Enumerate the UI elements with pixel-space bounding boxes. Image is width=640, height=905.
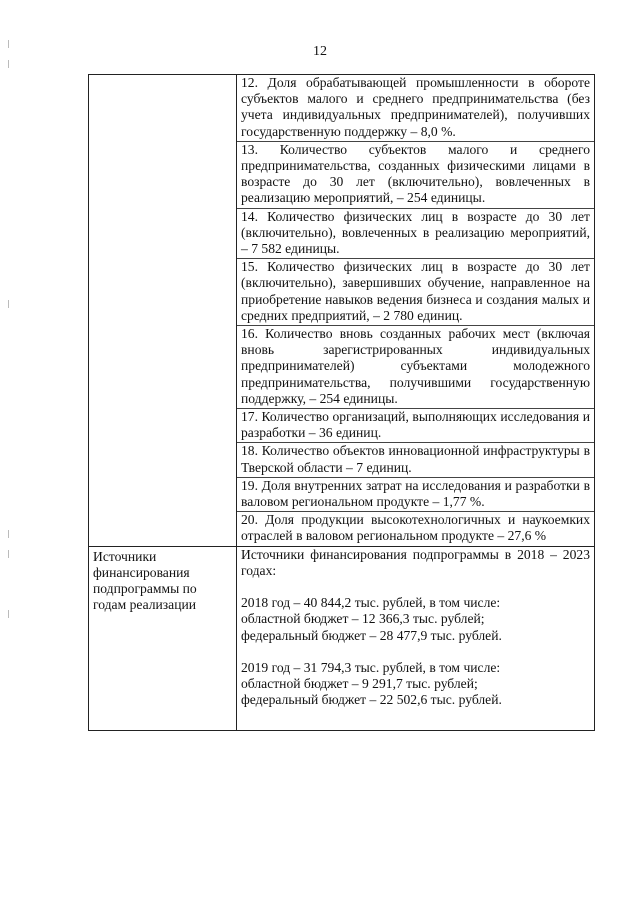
- indicator-item: 20. Доля продукции высокотехнологичных и наукоемких отраслей в валовом региональном продукте – 27,6 %: [241, 512, 590, 544]
- indicator-item: 17. Количество организаций, выполняющих исследования и разработки – 36 единиц.: [237, 409, 594, 443]
- financing-2018-total: 2018 год – 40 844,2 тыс. рублей, в том числе:: [241, 595, 501, 611]
- indicator-item: 19. Доля внутренних затрат на исследования и разработки в валовом региональном продукте – 1,77 %.: [237, 478, 594, 512]
- indicators-row: [89, 75, 595, 547]
- indicator-item: 16. Количество вновь созданных рабочих мест (включая вновь зарегистрированных индивидуальных предпринимателей) субъектами молодежного предпринимательства, получившими государственную поддержку, – 254 единицы.: [237, 326, 594, 409]
- financing-2019-regional: областной бюджет – 9 291,7 тыс. рублей;: [241, 675, 478, 691]
- indicator-item: 14. Количество физических лиц в возрасте до 30 лет (включительно), вовлеченных в реализацию мероприятий, – 7 582 единицы.: [237, 209, 594, 260]
- financing-intro: Источники финансирования подпрограммы в 2018 – 2023 годах:: [241, 546, 590, 578]
- financing-label: Источники финансирования подпрограммы по годам реализации: [89, 546, 237, 730]
- financing-2019-federal: федеральный бюджет – 22 502,6 тыс. рублей.: [241, 692, 502, 708]
- financing-2018-federal: федеральный бюджет – 28 477,9 тыс. рублей.: [241, 627, 502, 643]
- indicator-item: 15. Количество физических лиц в возрасте до 30 лет (включительно), завершивших обучение, направленное на приобретение навыков ведения бизнеса и создания малых и средних предприятий, – 2 780 единиц.: [237, 259, 594, 326]
- financing-row: [89, 546, 595, 730]
- indicator-item: 12. Доля обрабатывающей промышленности в обороте субъектов малого и среднего предпринимательства (без учета индивидуальных предпринимателей), получивших государственную поддержку – 8,0 %.: [237, 75, 594, 142]
- indicator-item: 13. Количество субъектов малого и среднего предпринимательства, созданных физическими лицами в возрасте до 30 лет (включительно), вовлеченных в реализацию мероприятий, – 254 единицы.: [237, 142, 594, 209]
- indicator-item: 18. Количество объектов инновационной инфраструктуры в Тверской области – 7 единиц.: [237, 443, 594, 477]
- indicators-cell: [237, 75, 595, 547]
- passport-table: [88, 74, 595, 731]
- scan-margin-marks: [8, 30, 10, 730]
- financing-cell: [237, 546, 595, 730]
- financing-2019-total: 2019 год – 31 794,3 тыс. рублей, в том числе:: [241, 659, 501, 675]
- page-number: 12: [313, 44, 327, 59]
- indicators-label-cell: [89, 75, 237, 547]
- financing-2018-regional: областной бюджет – 12 366,3 тыс. рублей;: [241, 611, 485, 627]
